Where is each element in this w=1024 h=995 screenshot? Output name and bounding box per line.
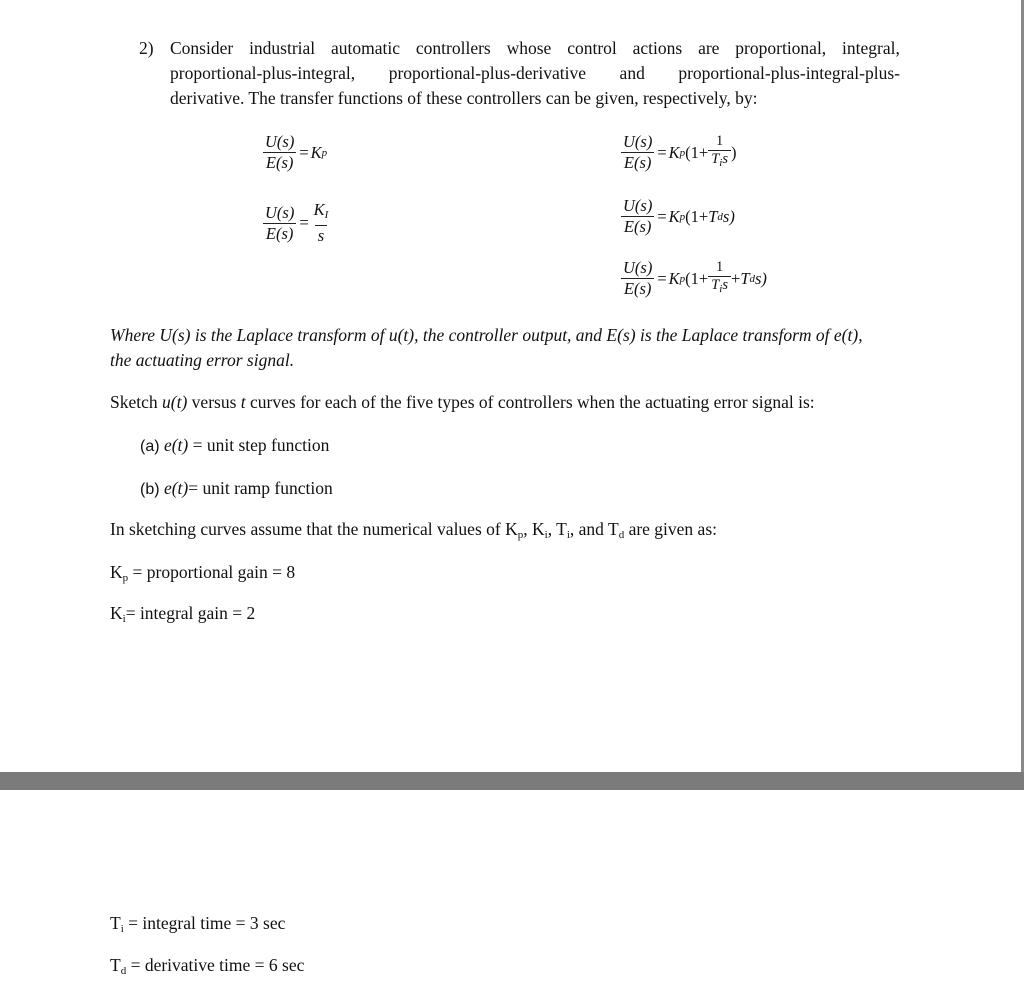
intro-line-2 — [170, 61, 900, 86]
intro-word: proportional-plus-derivative — [388, 63, 587, 83]
intro-line-1 — [170, 36, 900, 61]
fraction: $\frac{U(s)}{E(s)}$ — [620, 258, 655, 299]
fraction: $\frac{1}{T_is}$ — [708, 259, 731, 298]
where-line-1: Where U(s) is the Laplace transform of u(t), the controller output, and E(s) is the Laplace transform of e(t), — [110, 325, 863, 345]
intro-line-3: derivative. The transfer functions of these controllers can be given, respectively, by: — [170, 88, 758, 108]
fraction: $\frac{K_I}{s}$ — [313, 200, 329, 245]
equation-proportional-integral: $\frac{U(s)}{E(s)}$ = K p (1+ $\frac{1}{T_is}$ ) — [620, 132, 737, 173]
sketch-instruction: Sketch u(t) versus t curves for each of the five types of controllers when the actuating error signal is: — [110, 392, 815, 412]
intro-word: proportional-plus-integral, — [170, 63, 356, 83]
fraction: $\frac{U(s)}{E(s)}$ — [262, 203, 297, 244]
intro-word: controllers — [415, 38, 491, 58]
question-intro — [170, 36, 900, 111]
intro-word: automatic — [331, 38, 401, 58]
equation-proportional-derivative: $\frac{U(s)}{E(s)}$ = K p (1+ T d s) — [620, 196, 735, 237]
ki-value: $K_i=$ integral gain = 2 — [110, 603, 256, 625]
page-separator — [0, 772, 1024, 790]
intro-word: are — [698, 38, 720, 58]
equation-integral: $\frac{U(s)}{E(s)}$ = $\frac{K_I}{s}$ — [262, 200, 331, 246]
ti-value: $T_i$ = integral time = 3 sec — [110, 913, 286, 935]
intro-word: control — [567, 38, 617, 58]
assume-line: In sketching curves assume that the numerical values of $K_p$, $K_i$, $T_i$, and $T_d$ are given as: — [110, 519, 717, 541]
fraction: $\frac{U(s)}{E(s)}$ — [620, 196, 655, 237]
intro-word: proportional-plus-integral-plus- — [678, 63, 900, 83]
intro-word: actions — [632, 38, 683, 58]
intro-word: and — [619, 63, 645, 83]
intro-word: integral, — [842, 38, 900, 58]
fraction: $\frac{U(s)}{E(s)}$ — [262, 132, 297, 173]
where-line-2: the actuating error signal. — [110, 350, 295, 370]
fraction: $\frac{U(s)}{E(s)}$ — [620, 132, 655, 173]
equation-proportional: $\frac{U(s)}{E(s)}$ = K p — [262, 132, 327, 173]
kp-value: $K_p$ = proportional gain = 8 — [110, 562, 296, 584]
intro-word: industrial — [249, 38, 316, 58]
page-bottom — [0, 790, 1024, 995]
question-number: 2) — [139, 38, 154, 58]
item-a: (a) e(t) = unit step function — [140, 435, 330, 455]
td-value: $T_d$ = derivative time = 6 sec — [110, 955, 305, 977]
item-b: (b) e(t)= unit ramp function — [140, 478, 333, 498]
intro-word: Consider — [170, 38, 234, 58]
fraction: $\frac{1}{T_is}$ — [708, 133, 731, 172]
equation-pid: $\frac{U(s)}{E(s)}$ = K p (1+ $\frac{1}{T_is}$ + T d s) — [620, 258, 767, 299]
intro-word: whose — [506, 38, 552, 58]
intro-word: proportional, — [735, 38, 827, 58]
